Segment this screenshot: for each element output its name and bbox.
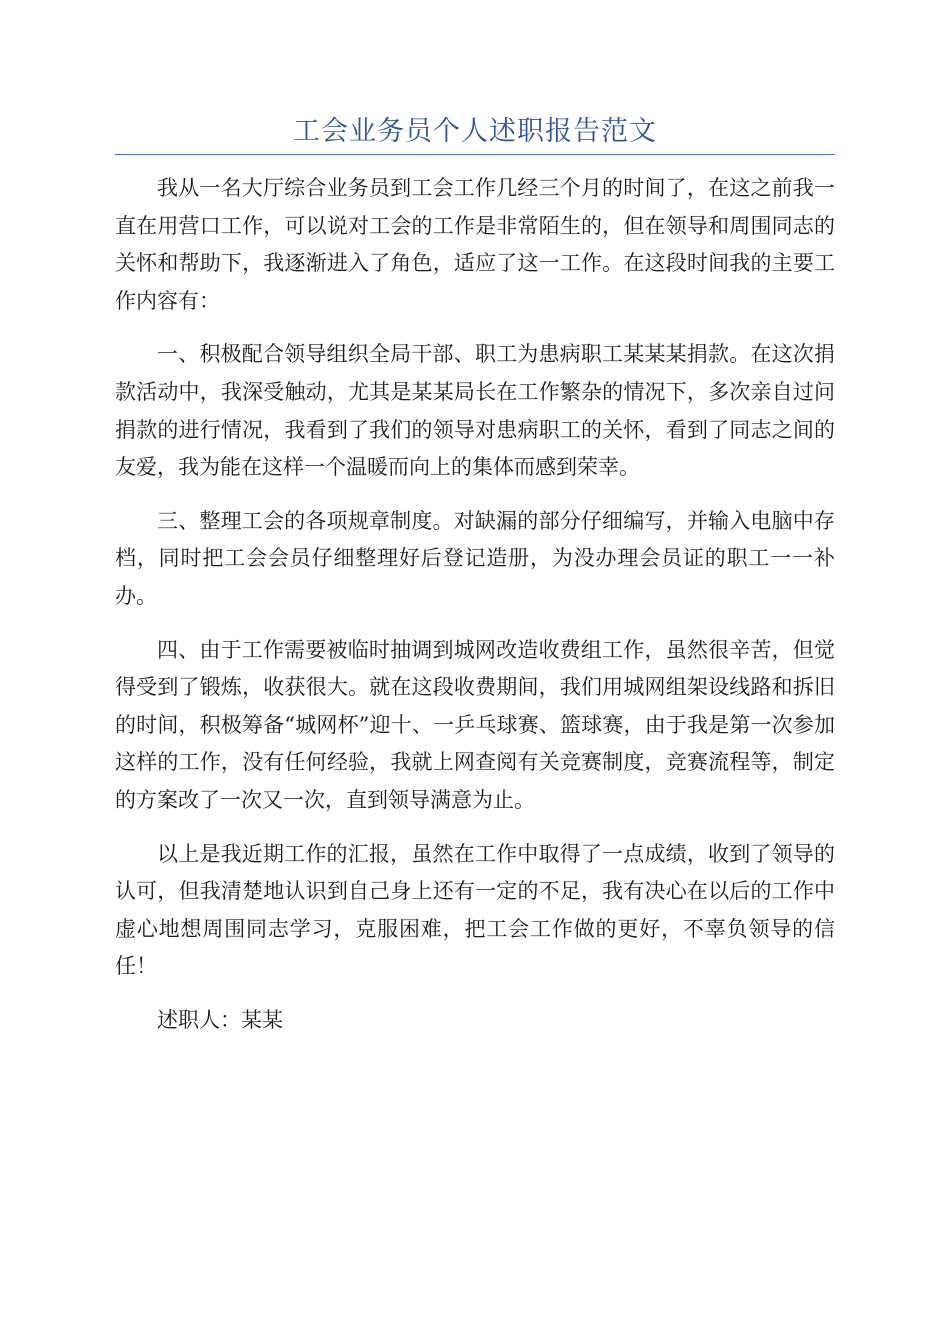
paragraph-item-3: 三、整理工会的各项规章制度。对缺漏的部分仔细编写，并输入电脑中存档，同时把工会会员仔细整理好后登记造册，为没办理会员证的职工一一补办。 [115, 508, 835, 608]
document-title: 工会业务员个人述职报告范文 [293, 116, 657, 147]
paragraph-item-4: 四、由于工作需要被临时抽调到城网改造收费组工作，虽然很辛苦，但觉得受到了锻炼，收获很大。就在这段收费期间，我们用城网组架设线路和拆旧的时间，积极筹备“城网杯”迎十、一乒乓球赛、篮球赛，由于我是第一次参加这样的工作，没有任何经验，我就上网查阅有关竞赛制度，竞赛流程等，制定的方案改了一次又一次，直到领导满意为止。 [115, 637, 835, 812]
title-underline [115, 154, 835, 155]
paragraph-conclusion: 以上是我近期工作的汇报，虽然在工作中取得了一点成绩，收到了领导的认可，但我清楚地认识到自己身上还有一定的不足，我有决心在以后的工作中虚心地想周围同志学习，克服困难，把工会工作做的更好，不辜负领导的信任！ [115, 841, 835, 979]
paragraph-item-1: 一、积极配合领导组织全局干部、职工为患病职工某某某捐款。在这次捐款活动中，我深受触动，尤其是某某局长在工作繁杂的情况下，多次亲自过问捐款的进行情况，我看到了我们的领导对患病职工的关怀，看到了同志之间的友爱，我为能在这样一个温暖而向上的集体而感到荣幸。 [115, 342, 835, 480]
paragraph-intro: 我从一名大厅综合业务员到工会工作几经三个月的时间了，在这之前我一直在用营口工作，可以说对工会的工作是非常陌生的，但在领导和周围同志的关怀和帮助下，我逐渐进入了角色，适应了这一工作。在这段时间我的主要工作内容有： [115, 176, 835, 313]
document-body [115, 170, 835, 1039]
signature-line: 述职人：某某 [157, 1007, 283, 1032]
